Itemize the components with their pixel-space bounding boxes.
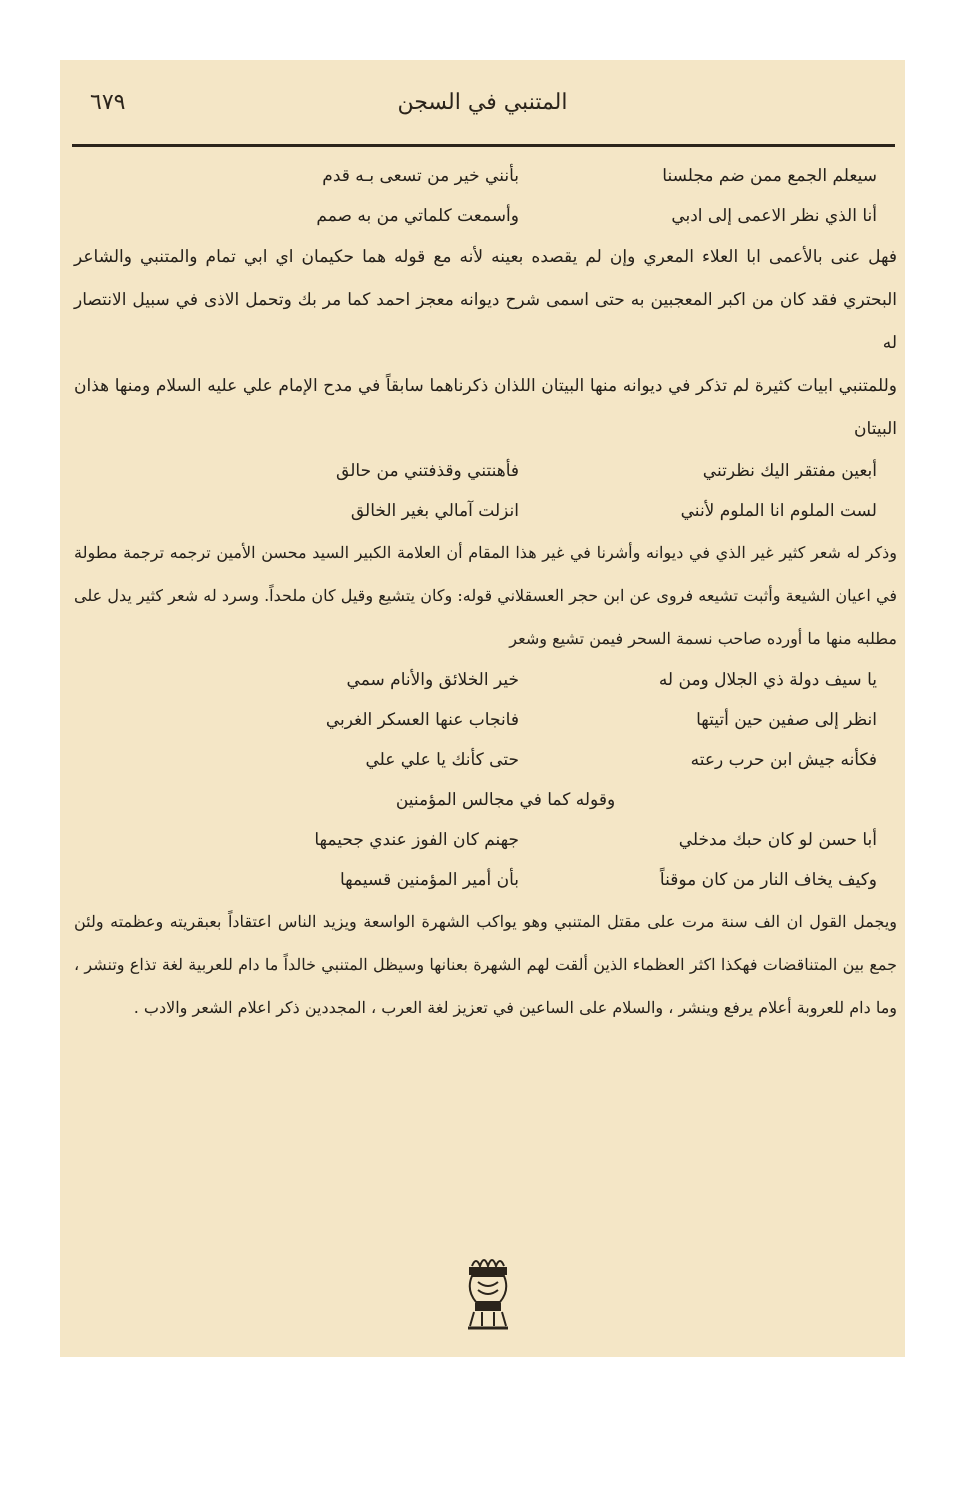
first-hemistich: أبعين مفتقر اليك نظرتني: [702, 461, 877, 481]
first-hemistich: انظر إلى صفين حين أتيتها: [696, 710, 877, 730]
second-hemistich: حتى كأنك يا علي علي: [365, 750, 519, 770]
second-hemistich: بأن أمير المؤمنين قسيمها: [339, 870, 519, 890]
second-hemistich: فأهنتني وقذفتني من حالق: [336, 461, 519, 481]
verse-line: [74, 451, 897, 491]
second-hemistich: جهنم كان الفوز عندي جحيمها: [314, 830, 519, 850]
first-hemistich: لست الملوم انا الملوم لأنني: [680, 501, 877, 521]
verse-line: [74, 700, 897, 740]
paragraph: وذكر له شعر كثير غير الذي في ديوانه وأشرنا في غير هذا المقام أن العلامة الكبير السيد محسن الأمين ترجمه ترجمة مطولة في اعيان الشيعة وأثبت تشيعه فروى عن ابن حجر العسقلاني قوله: وكان يتشيع وقيل كان ملحداً. وسرد له شعر كثير يدل على مطلبه منها ما أورده صاحب نسمة السحر فيمن تشيع وشعر: [74, 543, 898, 648]
verse-line: [74, 740, 897, 780]
verse-line: [74, 491, 897, 531]
vase-ornament-icon: [458, 1252, 518, 1332]
verse-line: [74, 660, 897, 700]
first-hemistich: فكأنه جيش ابن حرب رعته: [690, 750, 877, 770]
page-body: [74, 156, 897, 1029]
verse-line: [74, 196, 897, 236]
page-header: [60, 86, 905, 126]
second-hemistich: فانجاب عنها العسكر الغربي: [325, 710, 519, 730]
second-hemistich: خير الخلائق والأنام سمي: [346, 670, 519, 690]
first-hemistich: سيعلم الجمع ممن ضم مجلسنا: [662, 166, 877, 186]
first-hemistich: أبا حسن لو كان حبك مدخلي: [678, 830, 877, 850]
verse-line: [74, 860, 897, 900]
running-title: المتنبي في السجن: [397, 90, 568, 115]
second-hemistich: وأسمعت كلماتي من به صمم: [316, 206, 519, 226]
page-number: ٦٧٩: [90, 90, 126, 115]
second-hemistich: انزلت آمالي بغير الخالق: [350, 501, 519, 521]
first-hemistich: أنا الذي نظر الاعمى إلى ادبي: [671, 206, 877, 226]
first-hemistich: وكيف يخاف النار من كان موقناً: [659, 870, 877, 890]
paragraph: وللمتنبي ابيات كثيرة لم تذكر في ديوانه منها البيتان اللذان ذكرناهما سابقاً في مدح الإمام علي عليه السلام ومنها هذان البيتان: [74, 376, 897, 439]
centered-line: وقوله كما في مجالس المؤمنين: [395, 790, 616, 810]
paragraph: ويجمل القول ان الف سنة مرت على مقتل المتنبي وهو يواكب الشهرة الواسعة ويزيد الناس اعتقاداً بعبقريته وعظمته ولئن جمع بين المتناقضات فهكذا اكثر العظماء الذين ألقت لهم الشهرة بعنانها وسيظل المتنبي خالداً ما دام للعربية لغة تذاع وتنشر ، وما دام للعروبة أعلام يرفع وينشر ، والسلام على الساعين في تعزيز لغة العرب ، المجددين ذكر اعلام الشعر والادب .: [74, 912, 897, 1017]
header-rule: [72, 144, 895, 147]
first-hemistich: يا سيف دولة ذي الجلال ومن له: [658, 670, 877, 690]
verse-line: [74, 820, 897, 860]
verse-line: [74, 156, 897, 196]
second-hemistich: بأنني خير من تسعى بـه قدم: [322, 166, 519, 186]
paragraph: فهل عنى بالأعمى ابا العلاء المعري وإن لم يقصده بعينه لأنه مع قوله هما حكيمان اي ابي تمام والمتنبي والشاعر البحتري فقد كان من اكبر المعجبين به حتى اسمى شرح ديوانه معجز احمد كما مر بك وتحمل الاذى في سبيل الانتصار له: [74, 247, 897, 353]
book-page: [60, 60, 905, 1357]
